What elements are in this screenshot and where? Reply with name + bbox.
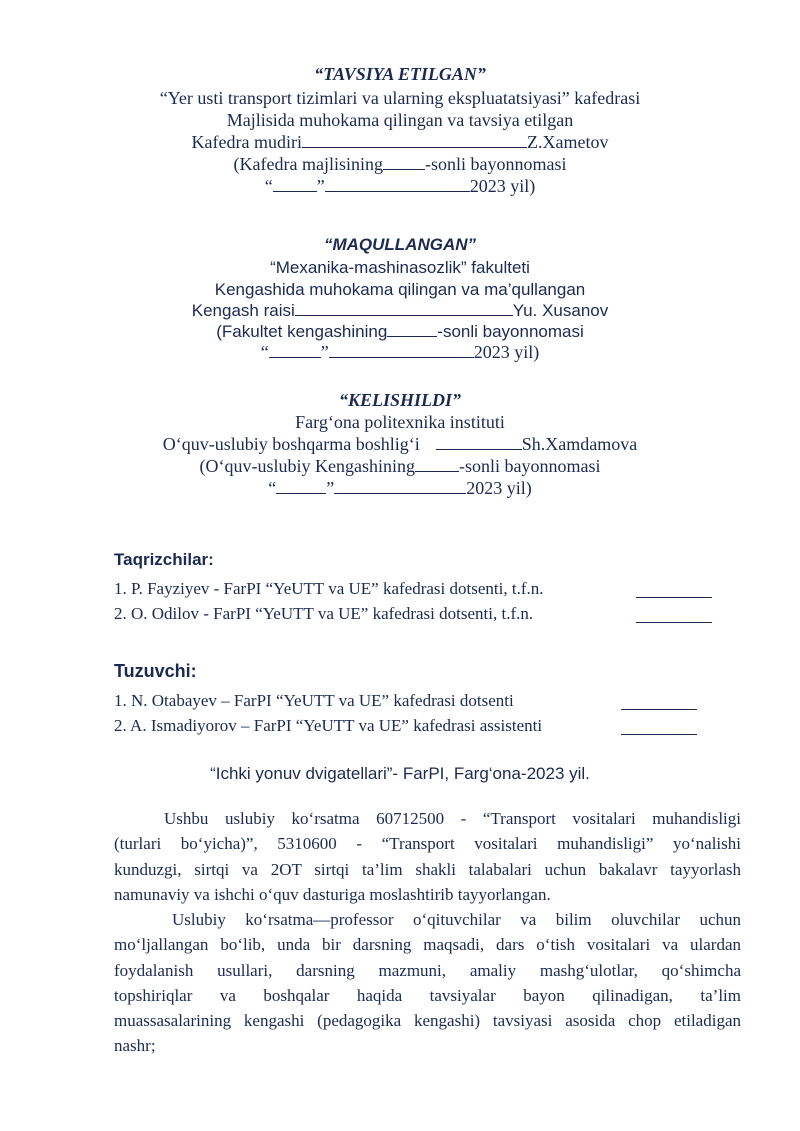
tavsiya-chair-name: Z.Xametov (526, 132, 609, 152)
paragraph-2-line: mo‘ljallangan bo‘lib, unda bir darsning maqsadi, dars o‘tish vositalari va ulardan (114, 935, 741, 955)
paragraph-1 (114, 806, 741, 907)
date-year: 2023 yil) (466, 478, 532, 498)
kelishildi-chair (0, 434, 800, 455)
paragraph-1-line: kunduzgi, sirtqi va 2OT sirtqi ta’lim shakli talabalari uchun bakalavr tayyorlash (114, 859, 741, 879)
date-open-quote: “ (264, 176, 273, 196)
maqullangan-minutes (0, 322, 800, 342)
maqullangan-heading: “MAQULLANGAN” (323, 235, 477, 254)
author-2: 2. A. Ismadiyorov – FarPI “YeUTT va UE” kafedrasi assistenti (114, 716, 543, 735)
authors-heading: Tuzuvchi: (114, 661, 197, 681)
maqullangan-minutes-post: -sonli bayonnomasi (437, 322, 584, 341)
paragraph-2-line: Uslubiy ko‘rsatma—professor o‘qituvchilar va bilim oluvchilar uchun (172, 910, 741, 929)
day-blank (273, 177, 317, 192)
reviewer-2: 2. O. Odilov - FarPI “YeUTT va UE” kafedrasi dotsenti, t.f.n. (114, 604, 534, 623)
month-blank (325, 177, 470, 192)
signature-line (436, 435, 522, 450)
date-year: 2023 yil) (473, 342, 540, 362)
minutes-number-blank (383, 155, 425, 170)
tavsiya-minutes-pre: (Kafedra majlisining (233, 154, 383, 174)
date-close-quote: ” (326, 478, 335, 498)
maqullangan-chair-name: Yu. Xusanov (512, 301, 609, 320)
tavsiya-line2: Majlisida muhokama qilingan va tavsiya etilgan (226, 110, 574, 130)
kelishildi-minutes (0, 456, 800, 477)
reviewers-heading: Taqrizchilar: (114, 550, 214, 569)
kelishildi-chair-name: Sh.Xamdamova (521, 434, 638, 454)
day-blank (276, 479, 326, 494)
maqullangan-chair (0, 301, 800, 321)
paragraph-1-line: Ushbu uslubiy ko‘rsatma 60712500 - “Transport vositalari muhandisligi (164, 809, 741, 828)
signature-line (295, 301, 513, 316)
book-title-line: “Ichki yonuv dvigatellari”- FarPI, Farg‘ona-2023 yil. (210, 764, 590, 783)
date-close-quote: ” (316, 176, 325, 196)
author-1-signature-line (621, 709, 697, 710)
tavsiya-heading: “TAVSIYA ETILGAN” (314, 64, 486, 84)
tavsiya-minutes (0, 154, 800, 175)
kelishildi-chair-label: O‘quv-uslubiy boshqarma boshlig‘i (162, 434, 420, 454)
date-open-quote: “ (268, 478, 277, 498)
paragraph-2-line: foydalanish usullari, darsning mazmuni, amaliy mashg‘ulotlar, qo‘shimcha (114, 960, 741, 980)
date-year: 2023 yil) (469, 176, 536, 196)
maqullangan-chair-label: Kengash raisi (191, 301, 295, 320)
minutes-number-blank (415, 457, 459, 472)
tavsiya-date (0, 176, 800, 197)
tavsiya-minutes-post: -sonli bayonnomasi (424, 154, 567, 174)
paragraph-1-line: namunaviy va ishchi o‘quv dasturiga moslashtirib tayyorlangan. (114, 884, 551, 904)
author-1: 1. N. Otabayev – FarPI “YeUTT va UE” kafedrasi dotsenti (114, 691, 514, 710)
reviewer-2-signature-line (636, 622, 712, 623)
kelishildi-line1: Farg‘ona politexnika instituti (295, 412, 505, 432)
kelishildi-minutes-post: -sonli bayonnomasi (458, 456, 601, 476)
reviewer-1: 1. P. Fayziyev - FarPI “YeUTT va UE” kafedrasi dotsenti, t.f.n. (114, 579, 544, 598)
maqullangan-line2: Kengashida muhokama qilingan va ma’qullangan (214, 280, 586, 299)
date-open-quote: “ (260, 342, 269, 362)
reviewer-1-signature-line (636, 597, 712, 598)
tavsiya-line1: “Yer usti transport tizimlari va ularning ekspluatatsiyasi” kafedrasi (159, 88, 641, 108)
paragraph-2-line: muassasalarining kengashi (pedagogika kengashi) tavsiyasi asosida chop etiladigan (114, 1011, 741, 1031)
author-2-signature-line (621, 734, 697, 735)
paragraph-1-line: (turlari bo‘yicha)”, 5310600 - “Transport vositalari muhandisligi” yo‘nalishi (114, 834, 741, 854)
month-blank (329, 343, 474, 358)
minutes-number-blank (387, 322, 437, 337)
day-blank (269, 343, 321, 358)
paragraph-2-line: nashr; (114, 1036, 156, 1056)
paragraph-2-line: topshiriqlar va boshqalar haqida tavsiyalar bayon qilinadigan, ta’lim (114, 985, 741, 1005)
tavsiya-chair-label: Kafedra mudiri (191, 132, 302, 152)
signature-line (302, 133, 527, 148)
date-close-quote: ” (320, 342, 329, 362)
maqullangan-line1: “Mexanika-mashinasozlik” fakulteti (270, 258, 530, 277)
maqullangan-date (0, 342, 800, 363)
paragraph-2 (114, 907, 741, 1059)
kelishildi-date (0, 478, 800, 499)
month-blank (334, 479, 466, 494)
kelishildi-heading: “KELISHILDI” (338, 390, 462, 410)
kelishildi-minutes-pre: (O‘quv-uslubiy Kengashining (199, 456, 415, 476)
maqullangan-minutes-pre: (Fakultet kengashining (216, 322, 388, 341)
tavsiya-chair (0, 132, 800, 153)
